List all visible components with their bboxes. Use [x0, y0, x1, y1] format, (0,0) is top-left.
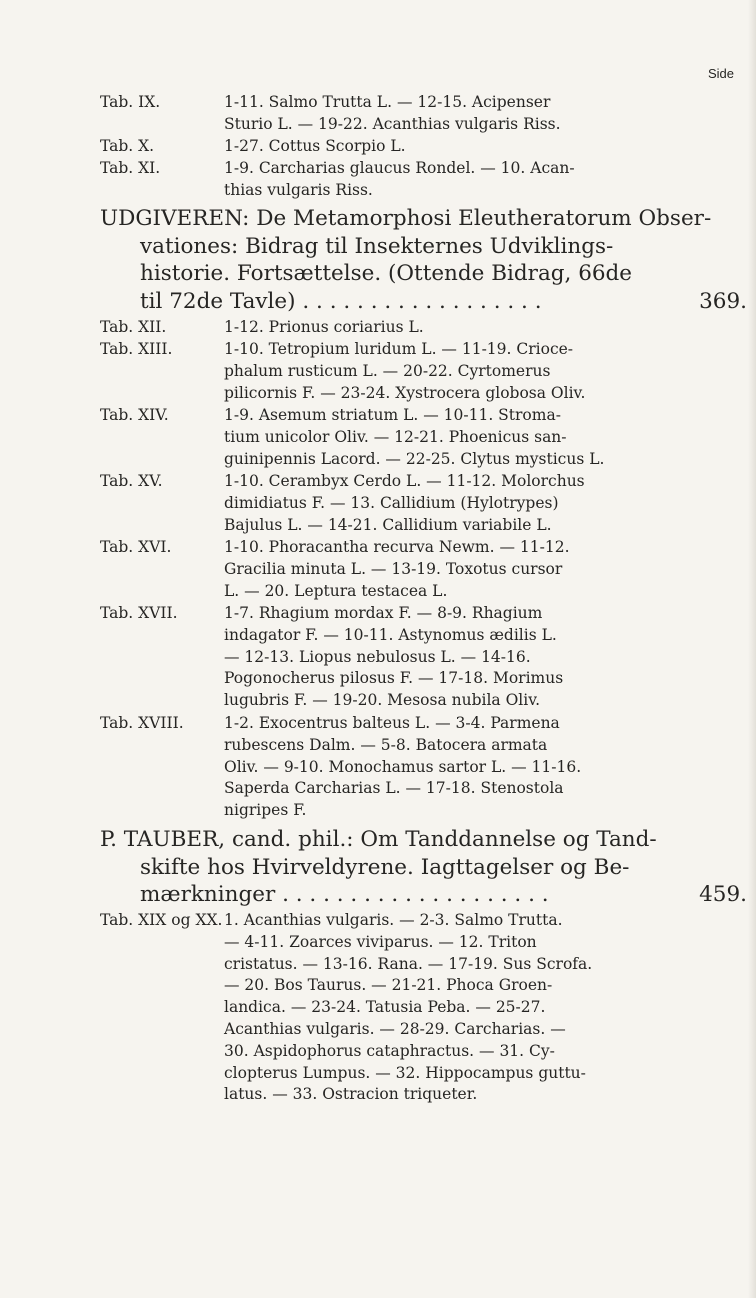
description-line: lugubris F. — 19-20. Mesosa nubila Oliv.: [224, 691, 541, 710]
article-entry: [100, 205, 747, 315]
plate-label: Tab. XVIII.: [100, 714, 184, 732]
plate-entry: [100, 136, 740, 158]
description-line: Pogonocherus pilosus F. — 17-18. Morimus: [224, 669, 564, 688]
plate-entry: [100, 339, 740, 404]
article-line: P. TAUBER, cand. phil.: Om Tanddannelse og Tand-: [100, 827, 657, 852]
description-line: Oliv. — 9-10. Monochamus sartor L. — 11-16.: [224, 757, 582, 776]
plate-label: Tab. XV.: [100, 472, 163, 490]
plate-description: [224, 158, 732, 202]
article-line: skifte hos Hvirveldyrene. Iagttagelser og Be-: [140, 854, 630, 880]
plate-label: Tab. IX.: [100, 93, 161, 111]
description-line: 1-9. Carcharias glaucus Rondel. — 10. Acan-: [224, 159, 575, 177]
description-line: Saperda Carcharias L. — 17-18. Stenostola: [224, 779, 564, 798]
description-line: dimidiatus F. — 13. Callidium (Hylotrypes): [224, 493, 559, 512]
page-number: 369.: [699, 288, 747, 314]
description-line: 1-12. Prionus coriarius L.: [224, 318, 424, 336]
plate-description: [224, 603, 732, 712]
plate-entry: [100, 537, 740, 602]
plate-description: [224, 910, 732, 1106]
description-line: 1-10. Tetropium luridum L. — 11-19. Crioce-: [224, 340, 574, 358]
plate-description: [224, 405, 732, 470]
description-line: — 20. Bos Taurus. — 21-21. Phoca Groen-: [224, 976, 553, 995]
plate-description: [224, 713, 732, 822]
plate-description: [224, 317, 732, 339]
description-line: Gracilia minuta L. — 13-19. Toxotus cursor: [224, 559, 563, 578]
plate-label: Tab. XIV.: [100, 406, 169, 424]
description-line: 1-2. Exocentrus balteus L. — 3-4. Parmena: [224, 714, 560, 732]
description-line: phalum rusticum L. — 20-22. Cyrtomerus: [224, 361, 551, 380]
plate-label: Tab. XII.: [100, 318, 167, 336]
plate-label: Tab. XIII.: [100, 340, 173, 358]
plate-entry: [100, 158, 740, 202]
description-line: latus. — 33. Ostracion triqueter.: [224, 1085, 478, 1104]
plate-label: Tab. X.: [100, 137, 155, 155]
article-line: vationes: Bidrag til Insekternes Udviklings-: [140, 233, 614, 259]
plate-entry: [100, 713, 740, 822]
description-line: Acanthias vulgaris. — 28-29. Carcharias. —: [224, 1019, 566, 1038]
plate-entry: [100, 405, 740, 470]
description-line: — 4-11. Zoarces viviparus. — 12. Triton: [224, 932, 537, 951]
article-line: til 72de Tavle) . . . . . . . . . . . . . . . . . .: [140, 288, 542, 314]
plate-label: Tab. XVI.: [100, 538, 172, 556]
plate-description: [224, 339, 732, 404]
description-line: Sturio L. — 19-22. Acanthias vulgaris Riss.: [224, 114, 561, 133]
plate-description: [224, 136, 732, 158]
description-line: landica. — 23-24. Tatusia Peba. — 25-27.: [224, 998, 546, 1017]
page-edge-shadow: [748, 0, 756, 1298]
description-line: pilicornis F. — 23-24. Xystrocera globosa Oliv.: [224, 383, 586, 402]
description-line: cristatus. — 13-16. Rana. — 17-19. Sus Scrofa.: [224, 954, 593, 973]
plate-description: [224, 537, 732, 602]
plate-entry: [100, 910, 740, 1106]
description-line: 1. Acanthias vulgaris. — 2-3. Salmo Trutta.: [224, 911, 563, 929]
description-line: rubescens Dalm. — 5-8. Batocera armata: [224, 735, 548, 754]
plate-entry: [100, 603, 740, 712]
plate-entry: [100, 92, 740, 136]
plate-description: [224, 471, 732, 536]
plate-entry: [100, 317, 740, 339]
article-line: historie. Fortsættelse. (Ottende Bidrag, 66de: [140, 261, 633, 287]
plate-label: Tab. XIX og XX.: [100, 911, 223, 929]
article-entry: [100, 826, 747, 909]
description-line: — 12-13. Liopus nebulosus L. — 14-16.: [224, 647, 531, 666]
description-line: 1-10. Phoracantha recurva Newm. — 11-12.: [224, 538, 570, 556]
description-line: 1-7. Rhagium mordax F. — 8-9. Rhagium: [224, 604, 543, 622]
page-number: 459.: [699, 882, 747, 908]
description-line: clopterus Lumpus. — 32. Hippocampus guttu-: [224, 1063, 586, 1082]
description-line: Bajulus L. — 14-21. Callidium variabile L.: [224, 515, 552, 534]
article-line: mærkninger . . . . . . . . . . . . . . . . . . . .: [140, 882, 549, 908]
plate-description: [224, 92, 732, 136]
plate-label: Tab. XVII.: [100, 604, 178, 622]
description-line: tium unicolor Oliv. — 12-21. Phoenicus san-: [224, 427, 567, 446]
description-line: 1-11. Salmo Trutta L. — 12-15. Acipenser: [224, 93, 551, 111]
article-line: UDGIVEREN: De Metamorphosi Eleutheratorum Obser-: [100, 206, 712, 231]
description-line: 1-9. Asemum striatum L. — 10-11. Stroma-: [224, 406, 561, 424]
description-line: 1-27. Cottus Scorpio L.: [224, 137, 406, 155]
description-line: guinipennis Lacord. — 22-25. Clytus mysticus L.: [224, 449, 605, 468]
description-line: 1-10. Cerambyx Cerdo L. — 11-12. Molorchus: [224, 472, 585, 490]
plate-entry: [100, 471, 740, 536]
plate-label: Tab. XI.: [100, 159, 161, 177]
description-line: nigripes F.: [224, 801, 307, 820]
description-line: indagator F. — 10-11. Astynomus ædilis L.: [224, 625, 557, 644]
description-line: L. — 20. Leptura testacea L.: [224, 581, 448, 600]
description-line: thias vulgaris Riss.: [224, 180, 373, 199]
column-header-side: Side: [707, 66, 734, 81]
description-line: 30. Aspidophorus cataphractus. — 31. Cy-: [224, 1041, 555, 1060]
